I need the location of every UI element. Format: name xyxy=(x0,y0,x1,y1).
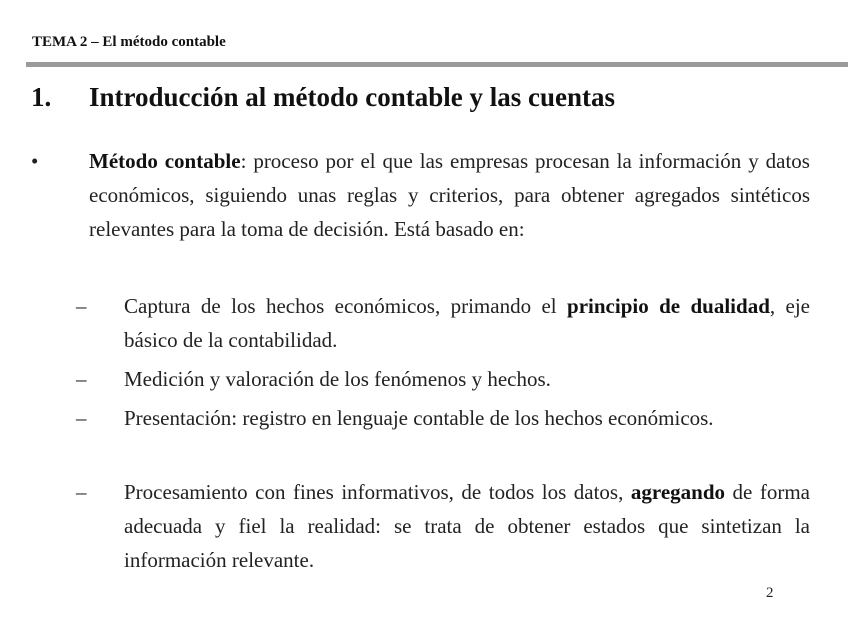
sub-item-text-end: de forma adecuada y fiel la realidad: se trata de obtener estados que sintetizan la información relevante. xyxy=(124,480,810,572)
sub-item-text xyxy=(124,289,810,357)
sub-item xyxy=(76,289,810,357)
sub-item xyxy=(76,362,810,396)
bullet-item xyxy=(31,144,810,246)
sub-item-text-start: Procesamiento con fines informativos, de todos los datos, xyxy=(124,480,631,504)
sub-item-text: Presentación: registro en lenguaje contable de los hechos económicos. xyxy=(124,406,714,430)
page-number: 2 xyxy=(766,585,774,601)
bullet-text xyxy=(89,144,810,246)
bullet-icon: • xyxy=(31,149,39,173)
sub-item-text xyxy=(124,475,810,577)
sub-item xyxy=(76,475,810,577)
dash-icon: – xyxy=(76,367,87,391)
bullet-definition: : proceso por el que las empresas procesan la información y datos económicos, siguiendo unas reglas y criterios, para obtener agregados sintéticos relevantes para la toma de decisión. Está basado en: xyxy=(89,149,810,241)
sub-item-bold: agregando xyxy=(630,480,725,504)
section-title: Introducción al método contable y las cuentas xyxy=(89,82,616,112)
document-header: TEMA 2 – El método contable xyxy=(32,34,226,50)
header-rule xyxy=(26,62,848,67)
section-number: 1. xyxy=(31,82,52,112)
sub-item xyxy=(76,401,810,435)
dash-icon: – xyxy=(76,480,87,504)
section-heading xyxy=(31,80,615,114)
dash-icon: – xyxy=(76,406,87,430)
sub-item-text-start: Captura de los hechos económicos, primando el xyxy=(124,294,568,318)
sub-item-text-end: , eje básico de la contabilidad. xyxy=(124,294,810,352)
bullet-term: Método contable xyxy=(89,149,241,173)
dash-icon: – xyxy=(76,294,87,318)
sub-item-bold: principio de dualidad xyxy=(567,294,770,318)
sub-item-text: Medición y valoración de los fenómenos y hechos. xyxy=(124,367,551,391)
